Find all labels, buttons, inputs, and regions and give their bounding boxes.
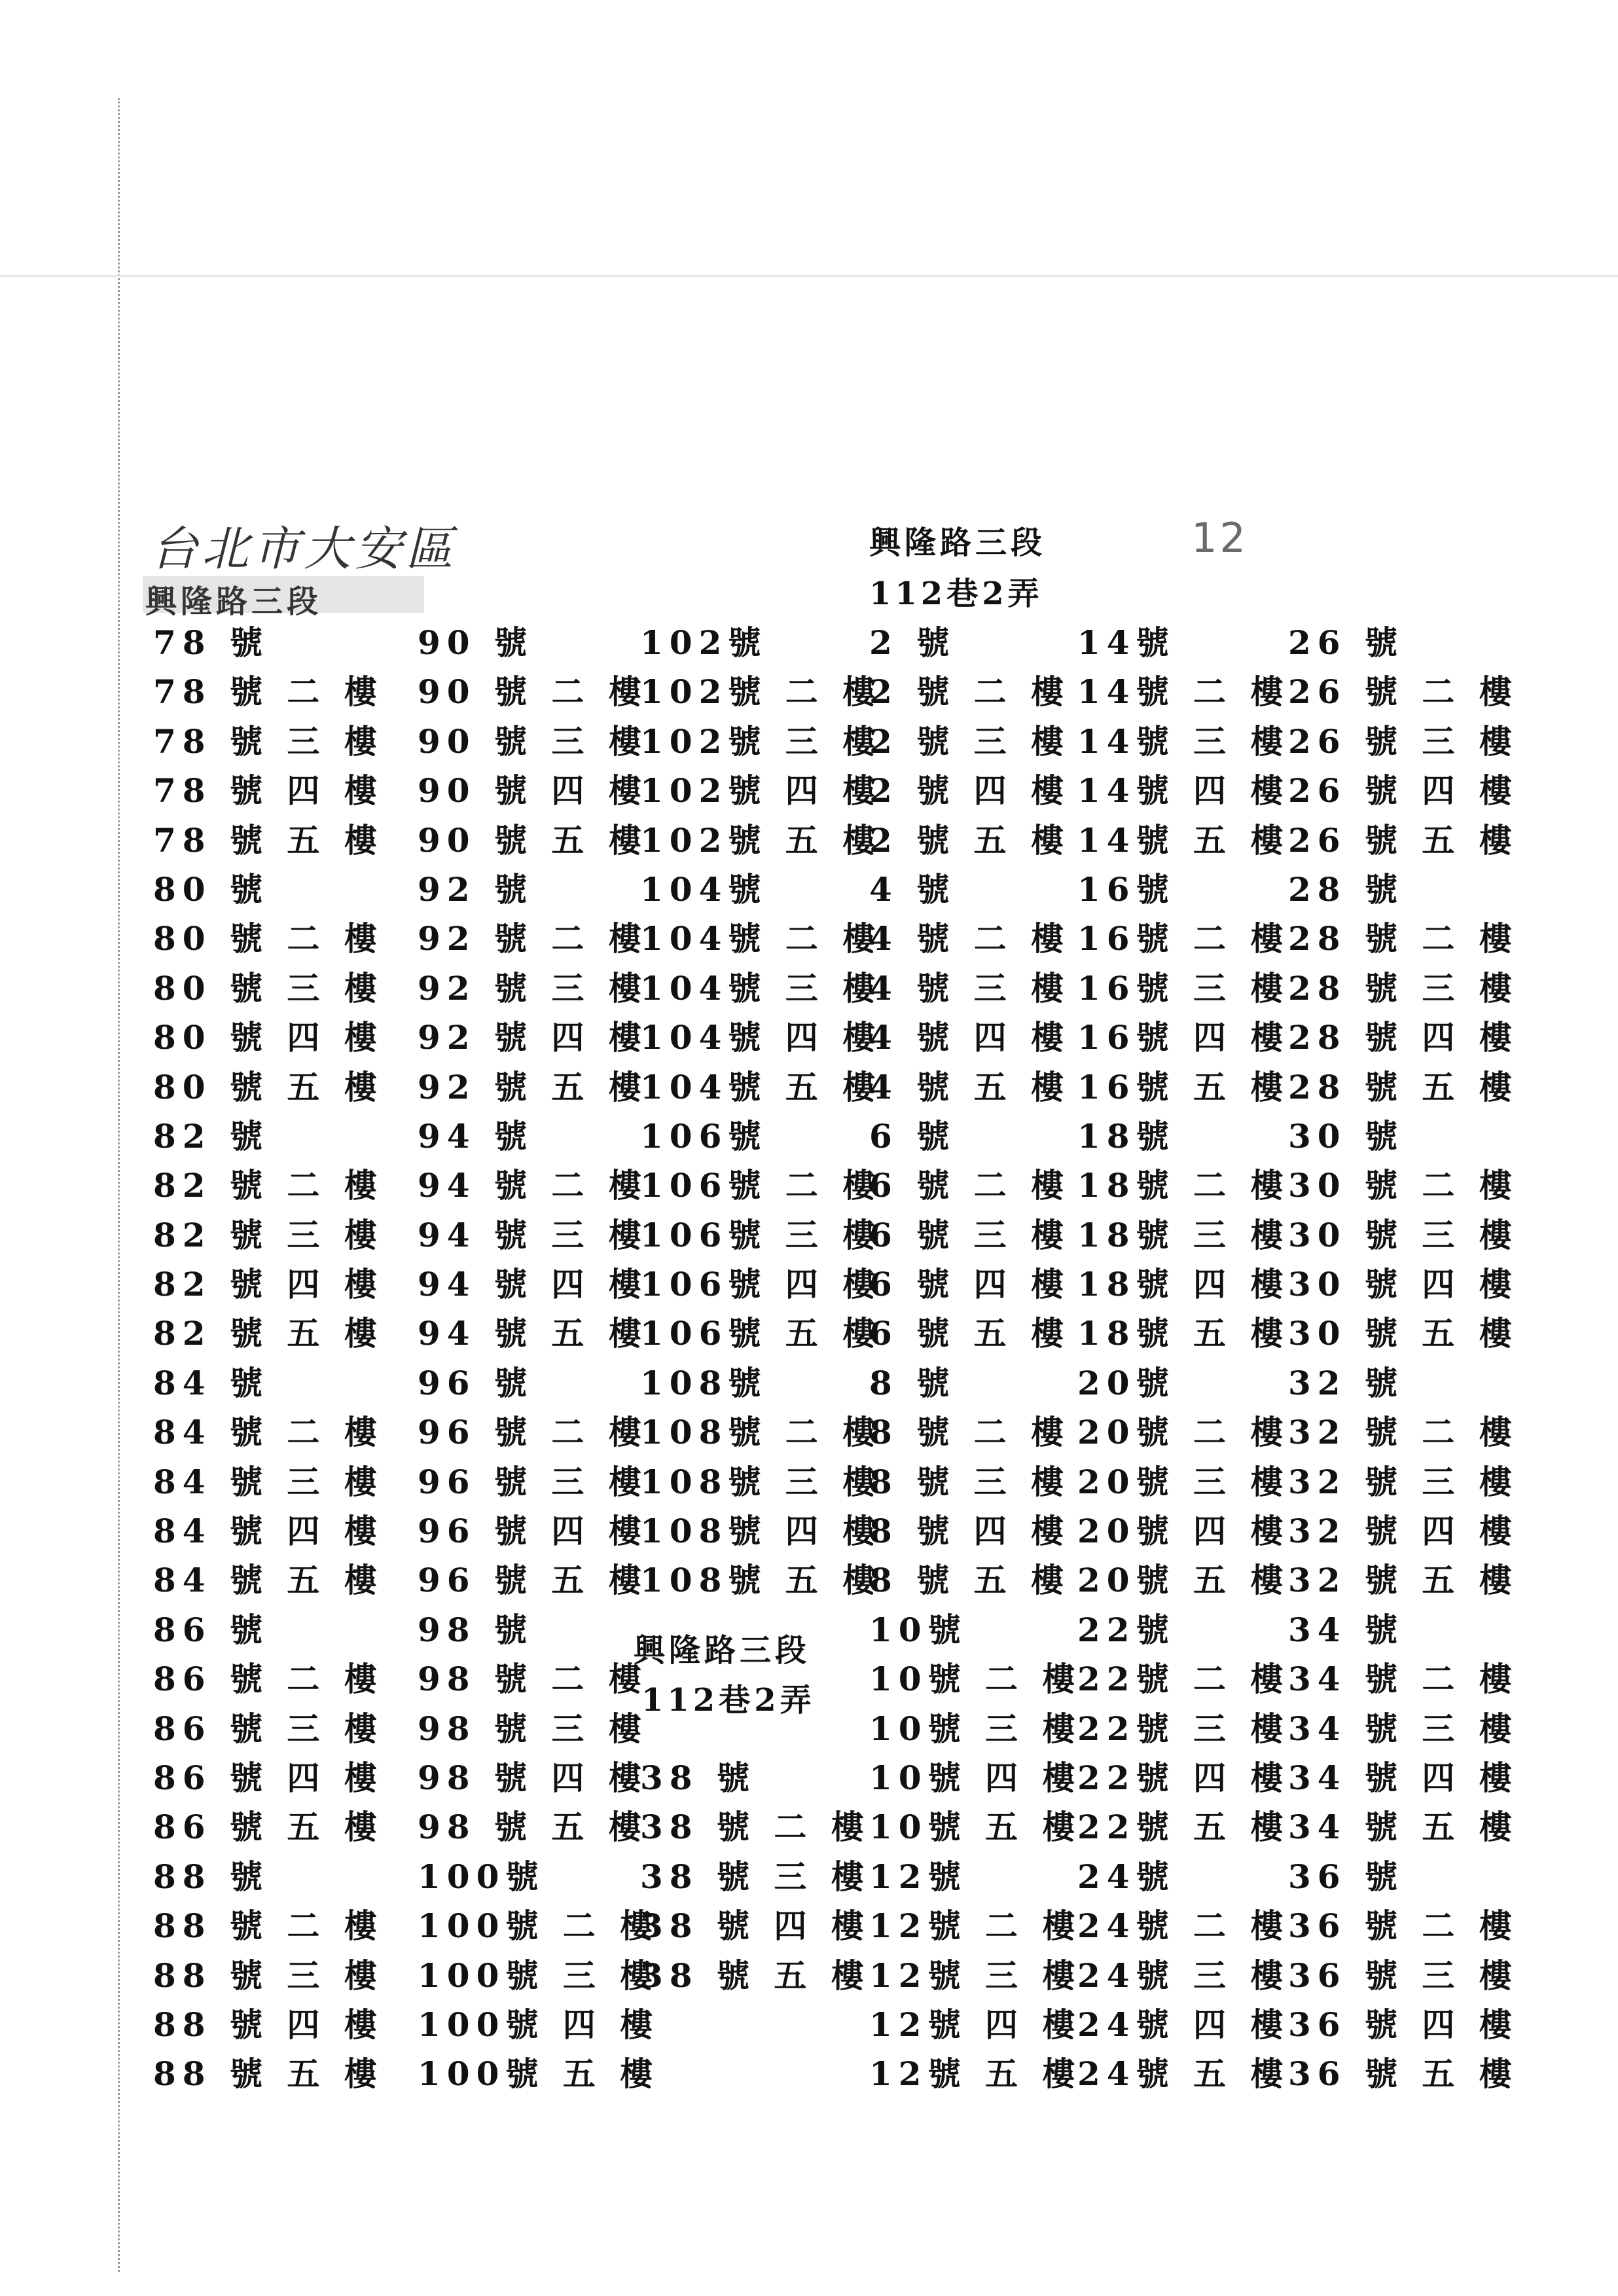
address-entry: 94 號 三 樓 bbox=[418, 1215, 648, 1254]
address-entry: 108號 五 樓 bbox=[640, 1561, 882, 1600]
address-entry: 30 號 二 樓 bbox=[1288, 1166, 1519, 1205]
address-entry: 32 號 四 樓 bbox=[1288, 1512, 1519, 1551]
address-entry bbox=[640, 2000, 882, 2049]
address-entry: 20號 三 樓 bbox=[1077, 1462, 1290, 1501]
address-entry: 22號 二 樓 bbox=[1077, 1660, 1290, 1699]
address-entry: 92 號 bbox=[418, 869, 533, 909]
address-entry: 12號 bbox=[869, 1857, 967, 1896]
address-entry: 28 號 三 樓 bbox=[1288, 968, 1519, 1008]
address-entry: 6 號 二 樓 bbox=[869, 1166, 1071, 1205]
address-column-1 bbox=[153, 618, 384, 2099]
address-entry: 102號 五 樓 bbox=[640, 820, 882, 860]
address-entry: 38 號 四 樓 bbox=[640, 1906, 871, 1946]
address-entry: 100號 二 樓 bbox=[418, 1906, 660, 1946]
address-entry: 92 號 三 樓 bbox=[418, 968, 648, 1008]
address-entry: 12號 三 樓 bbox=[869, 1956, 1082, 1995]
address-entry: 2 號 五 樓 bbox=[869, 820, 1071, 860]
address-entry: 32 號 二 樓 bbox=[1288, 1413, 1519, 1452]
address-entry: 16號 二 樓 bbox=[1077, 919, 1290, 958]
address-entry: 100號 bbox=[418, 1857, 545, 1896]
address-entry: 96 號 三 樓 bbox=[418, 1462, 648, 1501]
address-entry: 16號 bbox=[1077, 869, 1176, 909]
address-entry: 104號 四 樓 bbox=[640, 1018, 882, 1057]
address-entry: 84 號 bbox=[153, 1363, 269, 1402]
address-entry: 34 號 三 樓 bbox=[1288, 1709, 1519, 1748]
address-entry: 102號 三 樓 bbox=[640, 721, 882, 761]
address-entry: 102號 二 樓 bbox=[640, 672, 882, 712]
address-entry: 38 號 三 樓 bbox=[640, 1857, 871, 1896]
address-entry: 18號 bbox=[1077, 1116, 1176, 1156]
address-entry: 28 號 五 樓 bbox=[1288, 1067, 1519, 1106]
address-entry: 108號 四 樓 bbox=[640, 1512, 882, 1551]
address-entry: 94 號 二 樓 bbox=[418, 1166, 648, 1205]
address-entry: 8 號 五 樓 bbox=[869, 1561, 1071, 1600]
address-entry: 86 號 bbox=[153, 1610, 269, 1649]
address-entry: 2 號 bbox=[869, 623, 956, 662]
address-entry: 18號 五 樓 bbox=[1077, 1314, 1290, 1353]
address-entry: 30 號 bbox=[1288, 1116, 1404, 1156]
address-entry: 36 號 二 樓 bbox=[1288, 1906, 1519, 1946]
address-entry: 82 號 三 樓 bbox=[153, 1215, 384, 1254]
address-entry: 32 號 bbox=[1288, 1363, 1404, 1402]
address-entry: 80 號 二 樓 bbox=[153, 919, 384, 958]
address-entry: 38 號 bbox=[640, 1758, 756, 1797]
address-entry: 94 號 四 樓 bbox=[418, 1265, 648, 1304]
mid-road-header: 興隆路三段 bbox=[634, 1632, 811, 1669]
address-entry: 90 號 五 樓 bbox=[418, 820, 648, 860]
address-entry: 78 號 二 樓 bbox=[153, 672, 384, 712]
address-entry: 104號 三 樓 bbox=[640, 968, 882, 1008]
address-entry: 86 號 五 樓 bbox=[153, 1808, 384, 1847]
address-entry: 10號 四 樓 bbox=[869, 1758, 1082, 1797]
address-entry: 24號 五 樓 bbox=[1077, 2054, 1290, 2094]
address-entry: 36 號 五 樓 bbox=[1288, 2054, 1519, 2094]
address-entry: 8 號 bbox=[869, 1363, 956, 1402]
address-entry: 20號 二 樓 bbox=[1077, 1413, 1290, 1452]
mid-lane-header: 112巷2弄 bbox=[641, 1682, 816, 1719]
address-entry: 22號 五 樓 bbox=[1077, 1808, 1290, 1847]
address-entry: 106號 bbox=[640, 1116, 768, 1156]
address-entry: 88 號 五 樓 bbox=[153, 2054, 384, 2094]
address-entry: 26 號 二 樓 bbox=[1288, 672, 1519, 712]
address-entry: 10號 bbox=[869, 1610, 967, 1649]
address-entry: 28 號 四 樓 bbox=[1288, 1018, 1519, 1057]
top-road-header: 興隆路三段 bbox=[869, 524, 1047, 561]
address-entry: 6 號 四 樓 bbox=[869, 1265, 1071, 1304]
address-entry: 8 號 二 樓 bbox=[869, 1413, 1071, 1452]
address-entry: 24號 二 樓 bbox=[1077, 1906, 1290, 1946]
address-entry: 4 號 四 樓 bbox=[869, 1018, 1071, 1057]
address-entry: 102號 四 樓 bbox=[640, 771, 882, 811]
address-entry: 26 號 四 樓 bbox=[1288, 771, 1519, 811]
address-entry: 24號 四 樓 bbox=[1077, 2005, 1290, 2044]
address-entry: 4 號 五 樓 bbox=[869, 1067, 1071, 1106]
district-handwritten-note: 台北市大安區 bbox=[151, 521, 458, 576]
address-entry: 34 號 bbox=[1288, 1610, 1404, 1649]
address-entry: 28 號 bbox=[1288, 869, 1404, 909]
address-entry: 94 號 bbox=[418, 1116, 533, 1156]
address-entry: 24號 三 樓 bbox=[1077, 1956, 1290, 1995]
address-entry: 90 號 二 樓 bbox=[418, 672, 648, 712]
perforation-edge bbox=[118, 98, 120, 2272]
address-entry: 14號 五 樓 bbox=[1077, 820, 1290, 860]
address-entry: 96 號 二 樓 bbox=[418, 1413, 648, 1452]
address-entry: 78 號 三 樓 bbox=[153, 721, 384, 761]
address-entry: 102號 bbox=[640, 623, 768, 662]
address-entry: 6 號 三 樓 bbox=[869, 1215, 1071, 1254]
address-entry: 86 號 二 樓 bbox=[153, 1660, 384, 1699]
address-entry: 98 號 三 樓 bbox=[418, 1709, 648, 1748]
address-entry: 96 號 四 樓 bbox=[418, 1512, 648, 1551]
address-entry: 30 號 四 樓 bbox=[1288, 1265, 1519, 1304]
address-column-2 bbox=[418, 618, 659, 2099]
address-entry: 10號 三 樓 bbox=[869, 1709, 1082, 1748]
address-entry: 104號 五 樓 bbox=[640, 1067, 882, 1106]
address-entry: 36 號 四 樓 bbox=[1288, 2005, 1519, 2044]
address-entry: 100號 四 樓 bbox=[418, 2005, 660, 2044]
address-entry: 98 號 bbox=[418, 1610, 533, 1649]
address-entry: 82 號 四 樓 bbox=[153, 1265, 384, 1304]
address-entry: 84 號 五 樓 bbox=[153, 1561, 384, 1600]
address-entry: 92 號 四 樓 bbox=[418, 1018, 648, 1057]
address-entry: 88 號 二 樓 bbox=[153, 1906, 384, 1946]
address-entry: 98 號 四 樓 bbox=[418, 1758, 648, 1797]
address-entry: 22號 四 樓 bbox=[1077, 1758, 1290, 1797]
address-column-6 bbox=[1288, 618, 1519, 2099]
address-entry: 78 號 四 樓 bbox=[153, 771, 384, 811]
address-entry: 86 號 四 樓 bbox=[153, 1758, 384, 1797]
address-entry: 92 號 五 樓 bbox=[418, 1067, 648, 1106]
address-entry: 18號 三 樓 bbox=[1077, 1215, 1290, 1254]
address-entry: 34 號 五 樓 bbox=[1288, 1808, 1519, 1847]
address-entry: 104號 bbox=[640, 869, 768, 909]
address-entry: 96 號 五 樓 bbox=[418, 1561, 648, 1600]
address-entry: 90 號 三 樓 bbox=[418, 721, 648, 761]
address-entry: 30 號 五 樓 bbox=[1288, 1314, 1519, 1353]
address-entry: 28 號 二 樓 bbox=[1288, 919, 1519, 958]
address-entry: 22號 三 樓 bbox=[1077, 1709, 1290, 1748]
address-entry: 78 號 五 樓 bbox=[153, 820, 384, 860]
smudged-road-title: 興隆路三段 bbox=[145, 583, 323, 620]
address-entry: 96 號 bbox=[418, 1363, 533, 1402]
address-entry: 14號 bbox=[1077, 623, 1176, 662]
address-entry: 10號 二 樓 bbox=[869, 1660, 1082, 1699]
address-entry: 38 號 二 樓 bbox=[640, 1808, 871, 1847]
address-entry bbox=[640, 2049, 882, 2098]
address-entry: 38 號 五 樓 bbox=[640, 1956, 871, 1995]
address-entry: 22號 bbox=[1077, 1610, 1176, 1649]
address-entry: 12號 五 樓 bbox=[869, 2054, 1082, 2094]
address-entry: 34 號 二 樓 bbox=[1288, 1660, 1519, 1699]
address-entry: 24號 bbox=[1077, 1857, 1176, 1896]
address-entry: 82 號 二 樓 bbox=[153, 1166, 384, 1205]
address-entry: 80 號 bbox=[153, 869, 269, 909]
address-entry: 2 號 四 樓 bbox=[869, 771, 1071, 811]
address-entry: 106號 三 樓 bbox=[640, 1215, 882, 1254]
address-entry: 18號 四 樓 bbox=[1077, 1265, 1290, 1304]
address-entry: 108號 三 樓 bbox=[640, 1462, 882, 1501]
address-entry: 26 號 三 樓 bbox=[1288, 721, 1519, 761]
address-entry: 80 號 五 樓 bbox=[153, 1067, 384, 1106]
address-entry: 86 號 三 樓 bbox=[153, 1709, 384, 1748]
address-entry: 4 號 bbox=[869, 869, 956, 909]
address-entry: 84 號 四 樓 bbox=[153, 1512, 384, 1551]
address-column-4 bbox=[869, 618, 1081, 2099]
address-entry: 88 號 三 樓 bbox=[153, 1956, 384, 1995]
address-entry: 34 號 四 樓 bbox=[1288, 1758, 1519, 1797]
address-entry: 8 號 四 樓 bbox=[869, 1512, 1071, 1551]
address-entry: 82 號 bbox=[153, 1116, 269, 1156]
address-entry: 2 號 二 樓 bbox=[869, 672, 1071, 712]
address-entry: 78 號 bbox=[153, 623, 269, 662]
address-entry: 88 號 bbox=[153, 1857, 269, 1896]
address-entry: 100號 五 樓 bbox=[418, 2054, 660, 2094]
address-entry: 106號 五 樓 bbox=[640, 1314, 882, 1353]
address-entry: 20號 bbox=[1077, 1363, 1176, 1402]
address-entry: 4 號 三 樓 bbox=[869, 968, 1071, 1008]
address-entry: 12號 四 樓 bbox=[869, 2005, 1082, 2044]
address-entry: 14號 二 樓 bbox=[1077, 672, 1290, 712]
top-lane-header: 112巷2弄 bbox=[869, 575, 1043, 612]
address-entry: 106號 二 樓 bbox=[640, 1166, 882, 1205]
address-entry: 98 號 二 樓 bbox=[418, 1660, 648, 1699]
address-entry: 20號 五 樓 bbox=[1077, 1561, 1290, 1600]
address-entry: 108號 二 樓 bbox=[640, 1413, 882, 1452]
address-entry: 18號 二 樓 bbox=[1077, 1166, 1290, 1205]
address-entry: 32 號 三 樓 bbox=[1288, 1462, 1519, 1501]
address-entry: 36 號 bbox=[1288, 1857, 1404, 1896]
address-column-5 bbox=[1077, 618, 1289, 2099]
address-entry: 10號 五 樓 bbox=[869, 1808, 1082, 1847]
address-entry: 4 號 二 樓 bbox=[869, 919, 1071, 958]
address-entry: 16號 三 樓 bbox=[1077, 968, 1290, 1008]
address-entry: 94 號 五 樓 bbox=[418, 1314, 648, 1353]
address-entry: 36 號 三 樓 bbox=[1288, 1956, 1519, 1995]
address-entry: 92 號 二 樓 bbox=[418, 919, 648, 958]
address-entry: 6 號 五 樓 bbox=[869, 1314, 1071, 1353]
address-entry: 14號 三 樓 bbox=[1077, 721, 1290, 761]
address-entry: 88 號 四 樓 bbox=[153, 2005, 384, 2044]
address-entry: 90 號 四 樓 bbox=[418, 771, 648, 811]
address-entry: 26 號 bbox=[1288, 623, 1404, 662]
address-entry: 106號 四 樓 bbox=[640, 1265, 882, 1304]
address-entry: 2 號 三 樓 bbox=[869, 721, 1071, 761]
address-entry: 84 號 三 樓 bbox=[153, 1462, 384, 1501]
address-entry: 90 號 bbox=[418, 623, 533, 662]
address-entry: 80 號 四 樓 bbox=[153, 1018, 384, 1057]
scan-noise-line bbox=[0, 275, 1618, 277]
page-corner-mark: 12 bbox=[1191, 514, 1248, 562]
address-entry: 26 號 五 樓 bbox=[1288, 820, 1519, 860]
address-entry: 20號 四 樓 bbox=[1077, 1512, 1290, 1551]
address-entry: 80 號 三 樓 bbox=[153, 968, 384, 1008]
address-entry: 8 號 三 樓 bbox=[869, 1462, 1071, 1501]
address-entry: 98 號 五 樓 bbox=[418, 1808, 648, 1847]
address-entry: 16號 四 樓 bbox=[1077, 1018, 1290, 1057]
address-entry: 108號 bbox=[640, 1363, 768, 1402]
address-entry: 6 號 bbox=[869, 1116, 956, 1156]
address-entry: 30 號 三 樓 bbox=[1288, 1215, 1519, 1254]
address-entry: 16號 五 樓 bbox=[1077, 1067, 1290, 1106]
address-entry: 104號 二 樓 bbox=[640, 919, 882, 958]
address-entry: 12號 二 樓 bbox=[869, 1906, 1082, 1946]
address-entry: 32 號 五 樓 bbox=[1288, 1561, 1519, 1600]
address-entry: 14號 四 樓 bbox=[1077, 771, 1290, 811]
address-entry: 100號 三 樓 bbox=[418, 1956, 660, 1995]
address-entry: 82 號 五 樓 bbox=[153, 1314, 384, 1353]
address-entry: 84 號 二 樓 bbox=[153, 1413, 384, 1452]
address-column-3 bbox=[640, 618, 882, 2099]
